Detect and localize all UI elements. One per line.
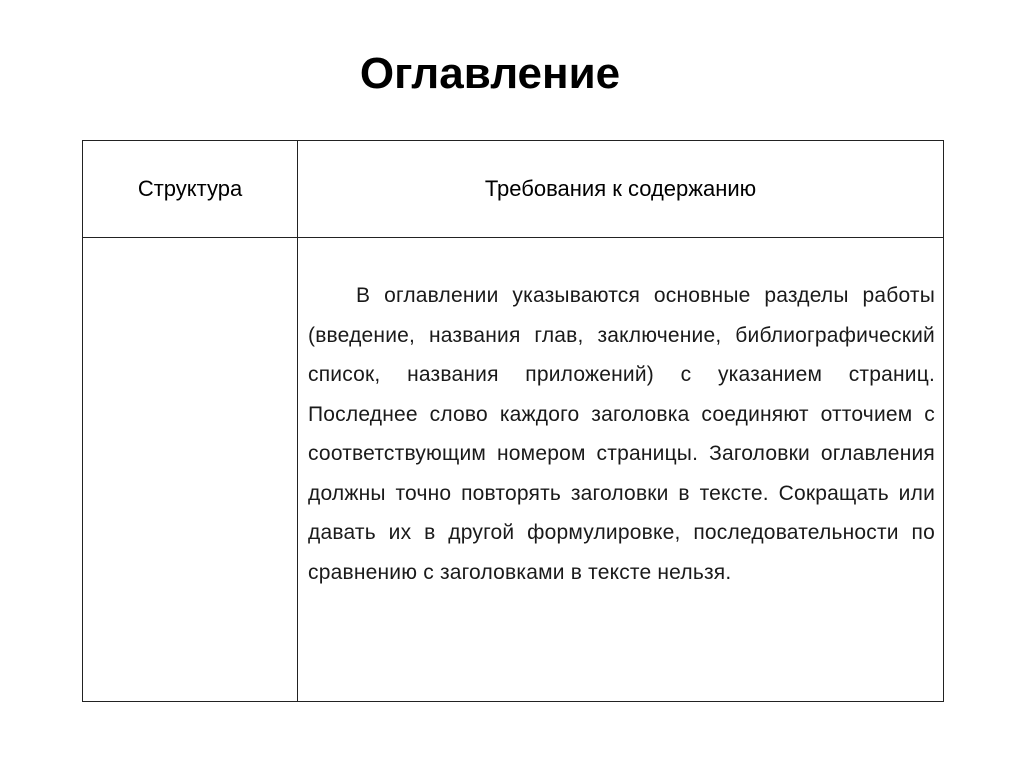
header-requirements: Требования к содержанию <box>298 141 944 238</box>
cell-requirements <box>298 238 944 702</box>
cell-structure <box>83 238 298 702</box>
requirements-text: В оглавлении указываются основные разделы работы (введение, названия глав, заключение, библиографический список, названия приложений) с указанием страниц. Последнее слово каждого заголовка соединяют отточием с соответствующим номером страницы. Заголовки оглавления должны точно повторять заголовки в тексте. Сокращать или давать их в другой формулировке, последовательности по сравнению с заголовками в тексте нельзя. <box>308 284 935 584</box>
header-structure: Структура <box>83 141 298 238</box>
requirements-table <box>82 140 944 702</box>
slide-title: Оглавление <box>359 49 621 98</box>
table-row <box>83 238 944 702</box>
table-header-row <box>83 141 944 238</box>
